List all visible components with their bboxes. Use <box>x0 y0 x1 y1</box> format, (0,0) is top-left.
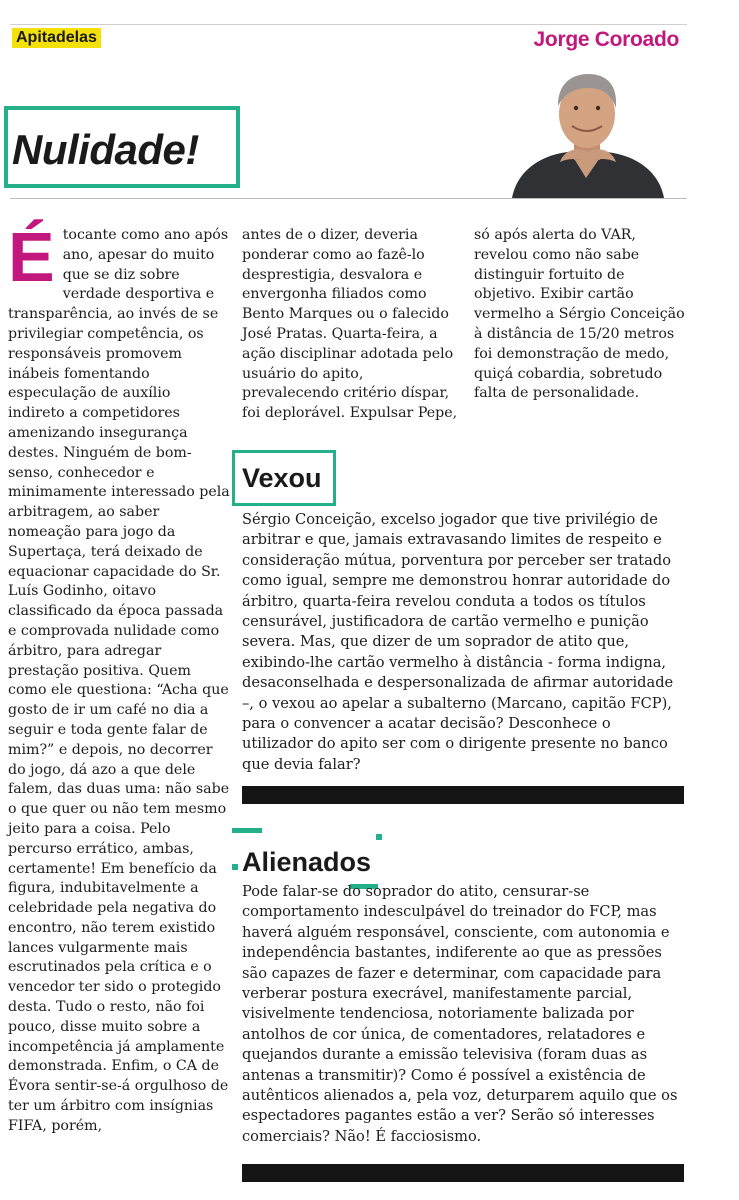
section-divider-bar <box>242 1164 684 1182</box>
teal-mark <box>232 864 238 870</box>
section-alienados-text: Pode falar-se do soprador do atito, censurar-se comportamento indesculpável do treinador do FCP, mas haverá alguém responsável, consciente, com autonomia e independência bastantes, indiferente ao que as pressões são capazes de fazer e determinar, com capacidade para verberar postura execrável, manifestamente parcial, visivelmente tendenciosa, notoriamente balizada por antolhos de cor única, de comentadores, relatadores e quejandos durante a emissão televisiva (foram duas as antenas a transmitir)? Como é possível a existência de autênticos alienados a, pela voz, deturparem aquilo que os espectadores pagantes estão a ver? Serão só interesses comerciais? Não! É facciosismo. <box>242 883 678 1145</box>
author-photo <box>508 66 666 198</box>
author-byline: Jorge Coroado <box>533 28 679 51</box>
section-label: Apitadelas <box>12 28 101 48</box>
teal-mark <box>376 834 382 840</box>
article-column-1 <box>8 218 230 1137</box>
section-divider-bar <box>242 786 684 804</box>
top-rule <box>10 24 687 25</box>
header-rule <box>10 198 687 199</box>
article-column-2: antes de o dizer, deveria ponderar como ao fazê-lo desprestigia, desvalora e envergonha filiados como Bento Marques ou o falecido José Pratas. Quarta-feira, a ação disciplinar adotada pelo usuário do apito, prevalecendo critério díspar, foi deplorável. Expulsar Pepe, <box>242 227 458 422</box>
section-vexou-text: Sérgio Conceição, excelso jogador que tive privilégio de arbitrar e que, jamais extravasando limites de respeito e consideração mútua, porventura por perceber ser tratado como igual, sempre me demonstrou honrar autoridade do árbitro, quarta-feira revelou conduta a todos os títulos censurável, justificadora de cartão vermelho e punição severa. Mas, que dizer de um soprador de atito que, exibindo-lhe cartão vermelho à distância - forma indigna, desaconselhada e despersonalizada de afirmar autoridade –, o vexou ao apelar a subalterno (Marcano, capitão FCP), para o convencer a acatar decisão? Desconhece o utilizador do apito ser com o dirigente presente no banco que devia falar? <box>242 511 674 773</box>
subheading-vexou: Vexou <box>242 463 322 493</box>
article-column-3: só após alerta do VAR, revelou como não sabe distinguir fortuito de objetivo. Exibir cartão vermelho a Sérgio Conceição à distância de 15/20 metros foi demonstração de medo, quiçá cobardia, sobretudo falta de personalidade. <box>474 227 685 402</box>
column-1-text: tocante como ano após ano, apesar do muito que se diz sobre verdade desportiva e transparência, ao invés de se privilegiar competência, os responsáveis promovem inábeis fomentando especulação de auxílio indireto a competidores amenizando insegurança destes. Ninguém de bom-senso, conhecedor e minimamente interessado pela arbitragem, ao saber nomeação para jogo da Supertaça, terá deixado de equacionar capacidade do Sr. Luís Godinho, oitavo classificado da época passada e comprovada nulidade como árbitro, para adregar prestação positiva. Quem como ele questiona: “Acha que gosto de ir um café no dia a seguir e toda gente falar de mim?” e depois, no decorrer do jogo, dá azo a que dele falem, das duas uma: não sabe o que quer ou não tem mesmo jeito para a coisa. Pelo percurso errático, ambas, certamente! Em benefício da figura, indubitavelmente a celebridade pela negativa do encontro, não terem existido lances vulgarmente mais escrutinados pela crítica e o vencedor ter sido o protegido desta. Tudo o resto, não foi pouco, disse muito sobre a incompetência já amplamente demonstrada. Enfim, o CA de Évora sentir-se-á orgulhoso de ter um árbitro com insígnias FIFA, porém, <box>8 227 230 1134</box>
article-title: Nulidade! <box>12 126 199 173</box>
drop-cap: É <box>8 218 55 296</box>
teal-mark <box>232 828 262 833</box>
subheading-alienados: Alienados <box>242 847 372 877</box>
